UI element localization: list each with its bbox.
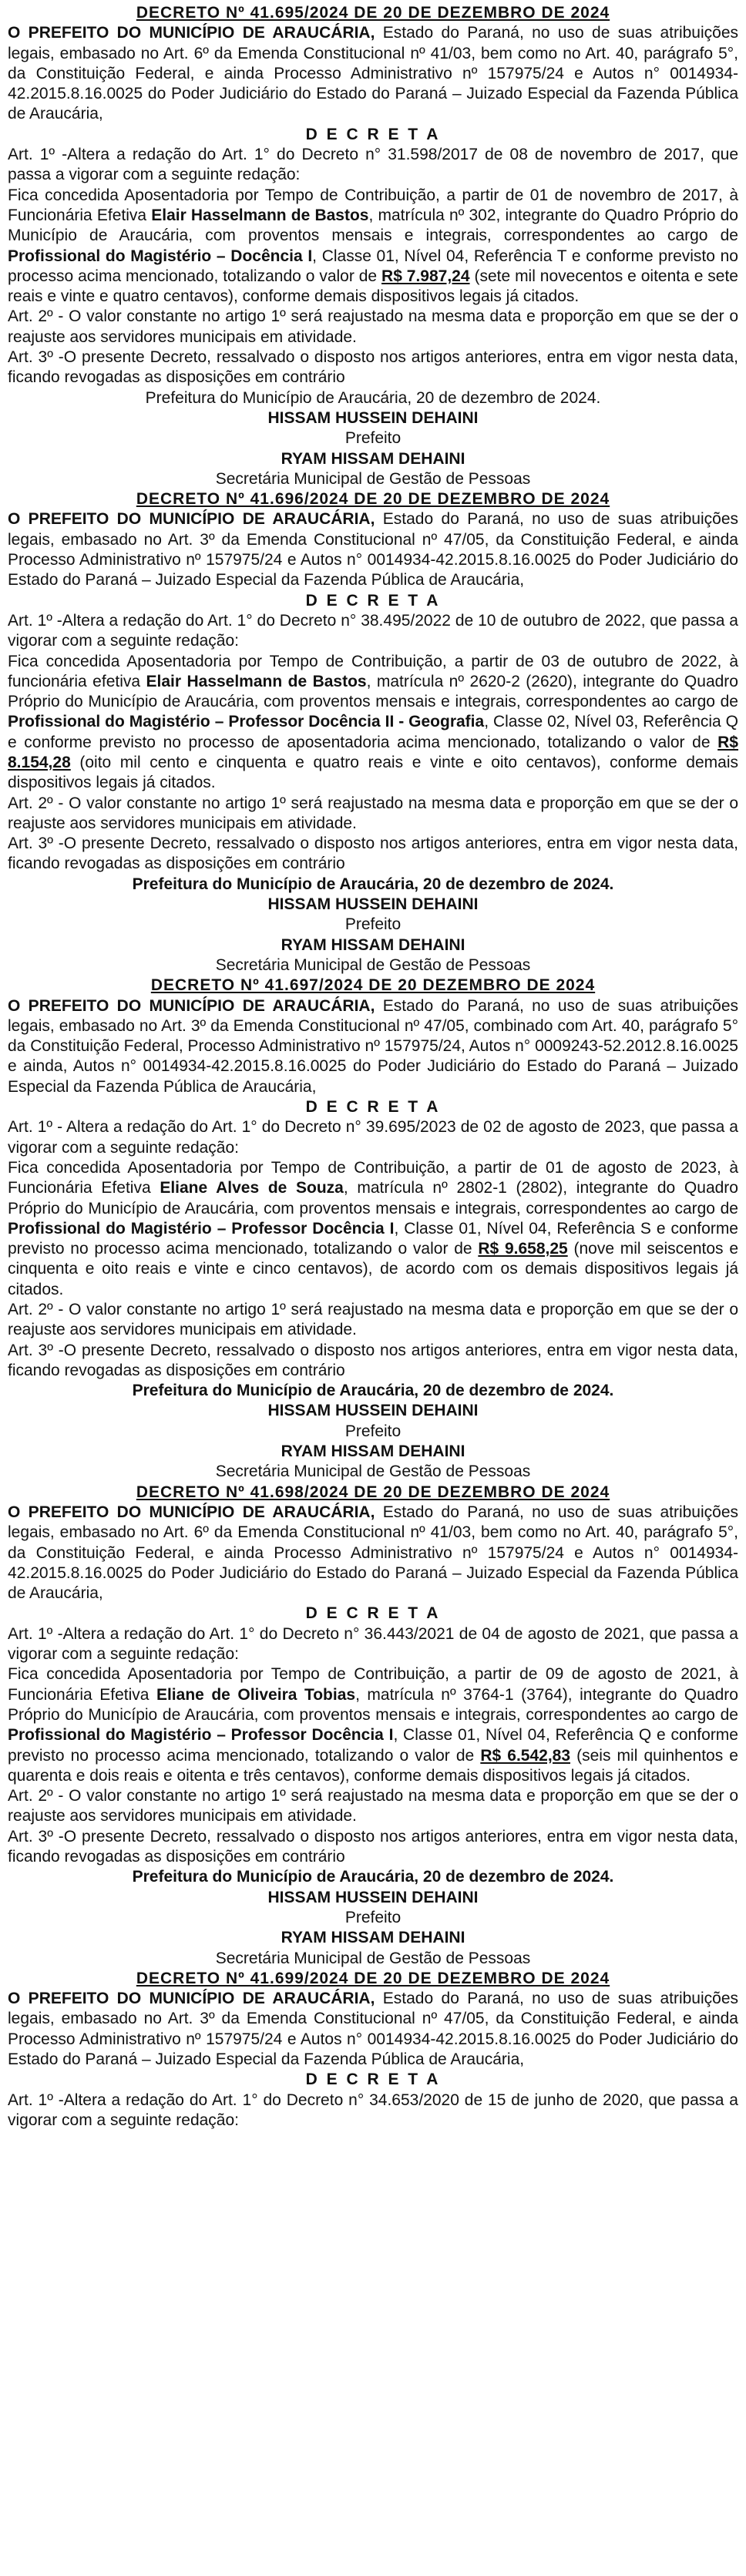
employee-name: Eliane Alves de Souza [160,1179,344,1197]
grant-text-d: (sete mil novecentos e oitenta e sete reais e vinte e quatro centavos), conforme demais dispositivos legais já citados. [8,267,738,306]
preamble-lead: O PREFEITO DO MUNICÍPIO DE ARAUCÁRIA, [8,1990,375,2008]
decreta-heading: D E C R E T A [305,125,441,143]
signer-secretary-role: Secretária Municipal de Gestão de Pessoas [215,469,531,488]
article-1: Art. 1º -Altera a redação do Art. 1° do Decreto n° 38.495/2022 de 10 de outubro de 2022, que passa a vigorar com a seguinte redação: [8,611,738,650]
signer-secretary-role: Secretária Municipal de Gestão de Pessoas [215,956,531,974]
decree-preamble [8,509,738,590]
signer-secretary-name: RYAM HISSAM DEHAINI [281,1929,465,1947]
preamble-rest: Estado do Paraná, no uso de suas atribuições legais, embasado no Art. 3º da Emenda Constitucional nº 47/05, combinado com Art. 40, parágrafo 5° da Constituição Federal, Processo Administrativo nº 157975/24, Autos n° 0009243-52.2012.8.16.0025 e ainda, Autos n° 0014934-42.2015.8.16.0025 do Poder Judiciário do Estado do Paraná – Juizado Especial da Fazenda Pública de Araucária, [8,996,739,1096]
grant-text-d: (nove mil seiscentos e cinquenta e oito reais e vinte e cinco centavos), de acordo com os demais dispositivos legais já citados. [8,1240,738,1298]
signer-secretary-role: Secretária Municipal de Gestão de Pessoas [215,1463,531,1481]
article-3: Art. 3º -O presente Decreto, ressalvado o disposto nos artigos anteriores, entra em vigor nesta data, ficando revogadas as disposições em contrário [8,1341,738,1379]
grant-text-c: , Classe 01, Nível 04, Referência Q e conforme previsto no processo acima mencionado, totalizando o valor de [8,1726,738,1765]
signer-secretary-name: RYAM HISSAM DEHAINI [281,1442,465,1461]
decree-block [8,1483,738,1969]
grant-text-a: Fica concedida Aposentadoria por Tempo de Contribuição, a partir de 01 de novembro de 2017, à Funcionária Efetiva [8,186,738,224]
article-3: Art. 3º -O presente Decreto, ressalvado o disposto nos artigos anteriores, entra em vigor nesta data, ficando revogadas as disposições em contrário [8,1827,738,1866]
decree-preamble [8,996,738,1097]
decree-41699 [8,1969,738,2131]
signer-mayor-name: HISSAM HUSSEIN DEHAINI [267,1888,479,1906]
signer-secretary-name: RYAM HISSAM DEHAINI [281,935,465,954]
decree-preamble [8,1989,738,2070]
decree-title: DECRETO Nº 41.698/2024 DE 20 DE DEZEMBRO DE 2024 [136,1483,610,1501]
article-2: Art. 2º - O valor constante no artigo 1º será reajustado na mesma data e proporção em que se der o reajuste aos servidores municipais em atividade. [8,1787,738,1825]
place-date: Prefeitura do Município de Araucária, 20 de dezembro de 2024. [132,1868,614,1886]
decreta-heading: D E C R E T A [305,1098,441,1117]
article-1: Art. 1º -Altera a redação do Art. 1° do Decreto n° 31.598/2017 de 08 de novembro de 2017, que passa a vigorar com a seguinte redação: [8,146,738,184]
benefit-value: R$ 9.658,25 [478,1240,568,1258]
preamble-rest: Estado do Paraná, no uso de suas atribuições legais, embasado no Art. 6º da Emenda Constitucional nº 41/03, bem como no Art. 40, parágrafo 5°, da Constituição Federal, e ainda Processo Administrativo nº 157975/24 e Autos n° 0014934-42.2015.8.16.0025 do Poder Judiciário do Estado do Paraná – Juizado Especial da Fazenda Pública de Araucária, [8,1503,739,1603]
decree-title: DECRETO Nº 41.696/2024 DE 20 DE DEZEMBRO DE 2024 [136,490,610,509]
article-2: Art. 2º - O valor constante no artigo 1º será reajustado na mesma data e proporção em que se der o reajuste aos servidores municipais em atividade. [8,794,738,832]
decreta-heading: D E C R E T A [305,1604,441,1623]
signer-secretary-name: RYAM HISSAM DEHAINI [281,449,465,468]
employee-name: Eliane de Oliveira Tobias [156,1685,356,1704]
grant-text-c: , Classe 01, Nível 04, Referência T e conforme previsto no processo acima mencionado, totalizando o valor de [8,247,738,285]
place-date: Prefeitura do Município de Araucária, 20 de dezembro de 2024. [132,875,614,893]
grant-text-b: , matrícula nº 2620-2 (2620), integrante do Quadro Próprio do Município de Araucária, com proventos mensais e integrais, correspondentes ao cargo de [8,672,738,711]
grant-text-d: (seis mil quinhentos e quarenta e dois reais e oitenta e três centavos), conforme demais dispositivos legais já citados. [8,1746,738,1785]
article-1: Art. 1º -Altera a redação do Art. 1° do Decreto n° 34.653/2020 de 15 de junho de 2020, que passa a vigorar com a seguinte redação: [8,2091,738,2129]
place-date: Prefeitura do Município de Araucária, 20 de dezembro de 2024. [145,388,601,407]
signer-mayor-role: Prefeito [344,915,402,934]
retirement-grant [8,652,738,794]
decree-title: DECRETO Nº 41.699/2024 DE 20 DE DEZEMBRO DE 2024 [136,1969,610,1987]
decree-block [8,489,738,976]
retirement-grant [8,1158,738,1300]
preamble-lead: O PREFEITO DO MUNICÍPIO DE ARAUCÁRIA, [8,996,375,1015]
benefit-value: R$ 6.542,83 [480,1746,571,1765]
grant-text-b: , matrícula nº 3764-1 (3764), integrante do Quadro Próprio do Município de Araucária, com proventos mensais e integrais, correspondentes ao cargo de [8,1685,738,1724]
benefit-value: R$ 7.987,24 [381,267,470,285]
decreta-heading: D E C R E T A [305,2071,441,2089]
signer-mayor-role: Prefeito [344,429,402,448]
decreta-heading: D E C R E T A [305,591,441,610]
decree-preamble [8,23,738,124]
signer-secretary-role: Secretária Municipal de Gestão de Pessoas [215,1949,531,1967]
grant-text-c: , Classe 02, Nível 03, Referência Q e conforme previsto no processo de aposentadoria acima mencionado, totalizando o valor de [8,713,739,751]
employee-role: Profissional do Magistério – Professor Docência I [8,1219,395,1238]
decree-title: DECRETO Nº 41.697/2024 DE 20 DEZEMBRO DE 2024 [150,976,596,995]
grant-text-a: Fica concedida Aposentadoria por Tempo de Contribuição, a partir de 09 de agosto de 2021, à Funcionária Efetiva [8,1665,738,1704]
employee-role: Profissional do Magistério – Professor Docência I [8,1726,394,1745]
preamble-rest: Estado do Paraná, no uso de suas atribuições legais, embasado no Art. 6º da Emenda Constitucional nº 41/03, bem como no Art. 40, parágrafo 5°, da Constituição Federal, e ainda Processo Administrativo nº 157975/24 e Autos n° 0014934-42.2015.8.16.0025 do Poder Judiciário do Estado do Paraná – Juizado Especial da Fazenda Pública de Araucária, [8,24,739,123]
preamble-lead: O PREFEITO DO MUNICÍPIO DE ARAUCÁRIA, [8,24,375,42]
preamble-rest: Estado do Paraná, no uso de suas atribuições legais, embasado no Art. 3º da Emenda Constitucional nº 47/05, da Constituição Federal, e ainda Processo Administrativo nº 157975/24 e Autos n° 0014934-42.2015.8.16.0025 do Poder Judiciário do Estado do Paraná – Juizado Especial da Fazenda Pública de Araucária, [8,510,739,589]
article-1: Art. 1º - Altera a redação do Art. 1° do Decreto n° 39.695/2023 de 02 de agosto de 2023, que passa a vigorar com a seguinte redação: [8,1118,738,1157]
article-2: Art. 2º - O valor constante no artigo 1º será reajustado na mesma data e proporção em que se der o reajuste aos servidores municipais em atividade. [8,1301,738,1339]
decree-title: DECRETO Nº 41.695/2024 DE 20 DE DEZEMBRO DE 2024 [136,4,610,22]
grant-text-b: , matrícula nº 302, integrante do Quadro Próprio do Município de Araucária, com proventos mensais e integrais, correspondentes ao cargo de [8,206,738,245]
place-date: Prefeitura do Município de Araucária, 20 de dezembro de 2024. [132,1382,614,1400]
employee-role: Profissional do Magistério – Professor Docência II - Geografia [8,713,485,731]
preamble-lead: O PREFEITO DO MUNICÍPIO DE ARAUCÁRIA, [8,1503,375,1521]
grant-text-c: , Classe 01, Nível 04, Referência S e conforme previsto no processo acima mencionado, totalizando o valor de [8,1219,738,1258]
signer-mayor-name: HISSAM HUSSEIN DEHAINI [267,895,479,914]
decree-block [8,3,738,489]
retirement-grant [8,186,738,307]
article-3: Art. 3º -O presente Decreto, ressalvado o disposto nos artigos anteriores, entra em vigor nesta data, ficando revogadas as disposições em contrário [8,348,738,387]
article-1: Art. 1º -Altera a redação do Art. 1° do Decreto n° 36.443/2021 de 04 de agosto de 2021, que passa a vigorar com a seguinte redação: [8,1624,738,1664]
grant-text-b: , matrícula nº 2802-1 (2802), integrante do Quadro Próprio do Município de Araucária, com proventos mensais e integrais, correspondentes ao cargo de [8,1179,738,1217]
grant-text-d: (oito mil cento e cinquenta e quatro reais e vinte e oito centavos), conforme demais dispositivos legais já citados. [8,753,738,792]
decree-block [8,976,738,1482]
signer-mayor-name: HISSAM HUSSEIN DEHAINI [267,408,479,427]
preamble-rest: Estado do Paraná, no uso de suas atribuições legais, embasado no Art. 3º da Emenda Constitucional nº 47/05, da Constituição Federal, e ainda Processo Administrativo nº 157975/24 e Autos n° 0014934-42.2015.8.16.0025 do Poder Judiciário do Estado do Paraná – Juizado Especial da Fazenda Pública de Araucária, [8,1990,739,2068]
employee-name: Elair Hasselmann de Bastos [146,672,367,690]
decree-list [8,3,738,1969]
retirement-grant [8,1664,738,1786]
preamble-lead: O PREFEITO DO MUNICÍPIO DE ARAUCÁRIA, [8,510,375,529]
signer-mayor-role: Prefeito [344,1422,402,1440]
employee-name: Elair Hasselmann de Bastos [151,206,369,224]
employee-role: Profissional do Magistério – Docência I [8,247,313,265]
signer-mayor-name: HISSAM HUSSEIN DEHAINI [267,1402,479,1420]
signer-mayor-role: Prefeito [344,1908,402,1926]
benefit-value: R$ 8.154,28 [8,733,738,771]
article-2: Art. 2º - O valor constante no artigo 1º será reajustado na mesma data e proporção em que se der o reajuste aos servidores municipais em atividade. [8,307,738,346]
article-3: Art. 3º -O presente Decreto, ressalvado o disposto nos artigos anteriores, entra em vigor nesta data, ficando revogadas as disposições em contrário [8,835,738,873]
decree-preamble [8,1503,738,1604]
grant-text-a: Fica concedida Aposentadoria por Tempo de Contribuição, a partir de 01 de agosto de 2023, à Funcionária Efetiva [8,1158,738,1197]
grant-text-a: Fica concedida Aposentadoria por Tempo de Contribuição, a partir de 03 de outubro de 2022, à funcionária efetiva [8,652,738,690]
